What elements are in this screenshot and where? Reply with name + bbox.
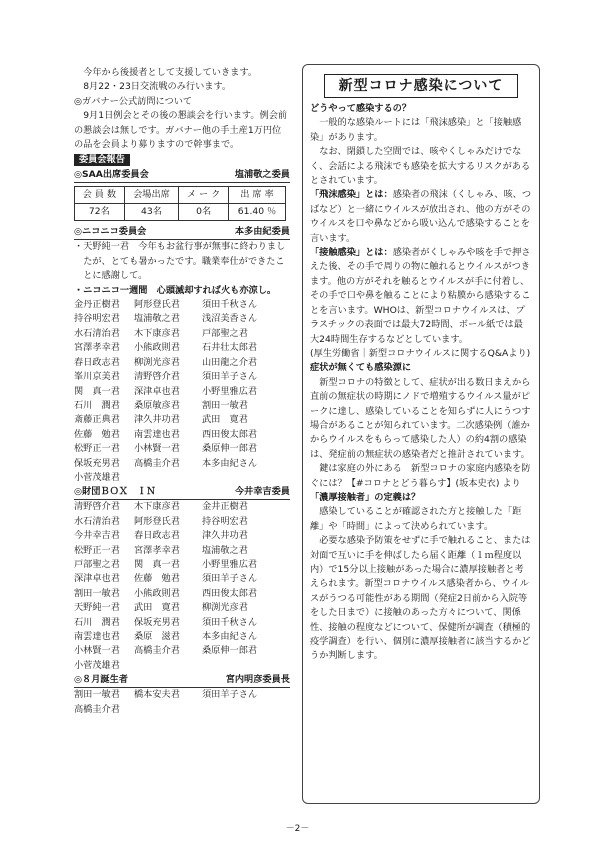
member-name: 柳渕光彦君: [202, 602, 248, 614]
covid-content: [310, 66, 532, 664]
member-name: 西田俊太郎君: [202, 428, 258, 440]
member-name: 春日政志君: [74, 356, 120, 368]
member-name: [202, 471, 290, 485]
member-name: 清野啓介君: [74, 501, 120, 513]
niko-title: ◎ニコニコ委員会: [74, 226, 147, 238]
member-name: 小熊政則君: [134, 342, 180, 354]
paragraph-3: [310, 188, 532, 246]
member-name: 須田羊子さん: [202, 689, 258, 701]
member-name: 高橋圭介君: [74, 703, 120, 715]
member-name: 関 真一君: [74, 385, 120, 397]
member-name: 塩浦敬之君: [134, 313, 180, 325]
member-name: 小野里雅広君: [202, 558, 258, 570]
member-name: 桑原敏彦君: [134, 399, 180, 411]
niko-person: 本多由紀委員: [234, 226, 290, 238]
committee-tag: 委員会報告: [74, 154, 130, 166]
member-name: 須田千秋さん: [202, 616, 258, 628]
member-name: 保坂充男君: [74, 457, 120, 469]
member-name: 小熊政則君: [134, 587, 180, 599]
member-name: 深津卓也君: [134, 385, 180, 397]
paragraph-9: 必要な感染予防策をせずに手で触れること、または対面で互いに手を伸ばしたら届く距離（１ｍ程度以内）で15分以上接触があった場合に濃厚接触者と考えられます。新型コロナウイルス感染者から、ウイルスがうつる可能性がある期間（発症2日前から入院等をした日まで）に接触のあった方々について、関係性、接触の程度などについて、保健所が調査（積極的疫学調査）を行い、個別に濃厚接触者に該当するかどうか判断します。: [310, 535, 531, 662]
member-name: 石井壮太郎君: [202, 342, 258, 354]
member-name: 津久井功君: [134, 414, 180, 426]
member-name: 桑原伸一郎君: [202, 645, 258, 657]
member-name: 今井幸吉君: [74, 530, 120, 542]
member-name: 石川 潤君: [74, 399, 120, 411]
member-name: 西田俊太郎君: [202, 587, 258, 599]
intro-line-2: 8月22・23日交流戦のみ行います。: [83, 81, 232, 93]
member-name: 深津卓也君: [74, 573, 120, 585]
question-1: どうやって感染するの？: [310, 103, 412, 114]
paragraph-2: なお、閉鎖した空間では、咳やくしゃみだけでなく、会話による飛沫でも感染を拡大するリスクがあるとされています。: [310, 146, 531, 187]
member-name: 松野正一君: [74, 544, 120, 556]
member-name: 石川 潤君: [74, 616, 120, 628]
member-name: 清野啓介君: [134, 371, 180, 383]
box-heading: [74, 485, 290, 500]
header-members: 会 員 数: [75, 187, 125, 204]
member-name: 桑原伸一郎君: [202, 443, 258, 455]
paragraph-6: 新型コロナの特徴として、症状が出る数日まえから直前の無症状の時期にノドで増殖するウイルス量がピークに達し、感染していることを知らずに人にうつす場合があることが知られています。二次感染例（誰かからウイルスをもらって感染した人）の約4割の感染は、発症前の無症状の感染者だと推計されています。: [310, 376, 531, 460]
member-name: 戸部聖之君: [74, 558, 120, 570]
question-2: 症状が無くても感染源に: [310, 362, 412, 374]
member-name: [202, 659, 290, 673]
member-name: [134, 471, 202, 485]
member-name: 塩浦敬之君: [202, 544, 248, 556]
saa-heading: [74, 168, 290, 183]
source-1: (厚生労働省｜新型コロナウイルスに関するQ&Aより): [310, 347, 531, 359]
box-names-list: [74, 500, 290, 673]
paragraph-4: [310, 246, 532, 347]
birthday-names-list: [74, 688, 290, 717]
member-name: 小菅茂雄君: [74, 659, 120, 671]
value-rate: 61.40 ％: [228, 204, 285, 221]
member-name: 阿形登氏君: [134, 299, 180, 311]
member-name: 浅沼美香さん: [202, 313, 258, 325]
member-name: [202, 703, 290, 717]
droplet-text: 感染者の飛沫（くしゃみ、咳、つばなど）と一緒にウイルスが放出され、他の方がそのウイルスを口や鼻などから吸い込んで感染することを言います。: [310, 189, 532, 244]
member-name: 峯川京美君: [74, 371, 120, 383]
member-name: 松野正一君: [74, 443, 120, 455]
birthday-title: ◎８月誕生者: [74, 674, 128, 686]
member-name: 斎藤正典君: [74, 414, 120, 426]
attendance-table: [74, 186, 286, 221]
value-attend: 43名: [124, 204, 179, 221]
member-name: 金井正樹君: [202, 501, 248, 513]
member-name: 小林賢一君: [74, 645, 120, 657]
member-name: 山田龍之介君: [202, 356, 258, 368]
box-person: 今井幸吉委員: [234, 486, 290, 498]
niko-names-list: [74, 298, 290, 485]
member-name: 須田羊子さん: [202, 371, 258, 383]
value-members: 72名: [75, 204, 125, 221]
droplet-heading: 「飛沫感染」とは：: [310, 189, 393, 201]
niko-heading: [74, 225, 290, 240]
member-name: [134, 659, 202, 673]
member-name: 阿形登氏君: [134, 515, 180, 527]
member-name: 保坂充男君: [134, 616, 180, 628]
member-name: 木下康彦君: [134, 327, 180, 339]
member-name: 割田一敏君: [202, 399, 248, 411]
saa-title: ◎SAA出席委員会: [74, 169, 149, 181]
niko-text-2: ・ニコニコ一週間 心頭滅却すれば火も亦涼し。: [74, 284, 277, 296]
member-name: 桑原 滋君: [134, 631, 180, 642]
source-2: 鍵は家庭の外にある 新型コロナの家庭内感染を防ぐには？【#コロナとどう暮らす】(坂本史衣) より: [310, 463, 531, 489]
member-name: 宮澤孝幸君: [134, 544, 180, 556]
covid-title: 新型コロナ感染について: [324, 74, 518, 98]
member-name: 柳渕光彦君: [134, 356, 180, 368]
contact-text: 感染者がくしゃみや咳を手で押さえた後、その手で周りの物に触れるとウイルスがつきます。他の方がそれを触るとウイルスが手に付着し、その手で口や鼻を触ることにより粘膜から感染することを言います。WHOは、新型コロナウイルスは、プラスチックの表面では最大72時間、ボール紙では最大24時間生存するなどとしています。: [310, 247, 531, 345]
member-name: [134, 703, 202, 717]
attendance-value-row: [75, 204, 286, 221]
member-name: 高橋圭介君: [134, 645, 180, 657]
member-name: 橋本安夫君: [134, 689, 180, 701]
member-name: 水石清治君: [74, 327, 120, 339]
member-name: 水石清治君: [74, 515, 120, 527]
contact-heading: 「接触感染」とは：: [310, 247, 393, 259]
member-name: 関 真一君: [134, 558, 180, 570]
member-name: 武田 寛君: [202, 414, 248, 426]
member-name: 小菅茂雄君: [74, 471, 120, 483]
member-name: 春日政志君: [134, 530, 180, 542]
intro-line-1: 今年から後援者として支援していきます。: [83, 67, 258, 78]
member-name: 小林賢一君: [134, 443, 180, 455]
member-name: 津久井功君: [202, 530, 248, 542]
member-name: 本多由紀さん: [202, 457, 258, 469]
member-name: 武田 寛君: [134, 602, 180, 614]
member-name: 本多由紀さん: [202, 631, 258, 642]
governor-text: 9月1日例会とその後の懇談会を行います。例会前の懇談会は無しです。ガバナー他の手土産1万円位の品を会員より募りますので幹事まで。: [74, 110, 288, 151]
member-name: 割田一敏君: [74, 689, 120, 701]
member-name: 小野里雅広君: [202, 385, 258, 397]
attendance-header-row: [75, 187, 286, 204]
member-name: 佐藤 勉君: [74, 428, 120, 440]
member-name: 割田一敏君: [74, 587, 120, 599]
member-name: 高橋圭介君: [134, 457, 180, 469]
left-column: [74, 66, 290, 717]
member-name: 持谷明宏君: [74, 313, 120, 325]
member-name: 戸部聖之君: [202, 327, 248, 339]
member-name: 南雲達也君: [74, 631, 120, 642]
birthday-heading: [74, 673, 290, 688]
header-makeup: メ ー ク: [179, 187, 229, 204]
page-number: －2－: [285, 824, 310, 834]
member-name: 金丹正樹君: [74, 299, 120, 311]
question-3: 「濃厚接触者」の定義は？: [310, 491, 421, 503]
member-name: 須田羊子さん: [202, 573, 258, 585]
paragraph-1: 一般的な感染ルートには「飛沫感染」と「接触感染」があります。: [310, 117, 522, 143]
paragraph-8: 感染していることが確認された方と接触した「距離」や「時間」によって決められています。: [310, 506, 522, 532]
member-name: 宮澤孝幸君: [74, 342, 120, 354]
box-title: ◎財団ＢＯＸ ＩＮ: [74, 486, 156, 498]
member-name: 南雲達也君: [134, 428, 180, 440]
saa-person: 塩浦敬之委員: [234, 169, 290, 181]
member-name: 須田千秋さん: [202, 299, 258, 311]
header-attend: 会場出席: [124, 187, 179, 204]
governor-title: ◎ガバナー公式訪問について: [74, 95, 193, 107]
birthday-person: 宮内明彦委員長: [225, 674, 290, 686]
member-name: 佐藤 勉君: [134, 573, 180, 585]
member-name: 天野純一君: [74, 602, 120, 614]
value-makeup: 0名: [179, 204, 229, 221]
member-name: 木下康彦君: [134, 501, 180, 513]
header-rate: 出 席 率: [228, 187, 285, 204]
niko-text-1: ・天野純一君 今年もお盆行事が無事に終わりましたが、とても暑かったです。職業奉仕ができたことに感謝して。: [74, 241, 286, 282]
member-name: 持谷明宏君: [202, 515, 248, 527]
